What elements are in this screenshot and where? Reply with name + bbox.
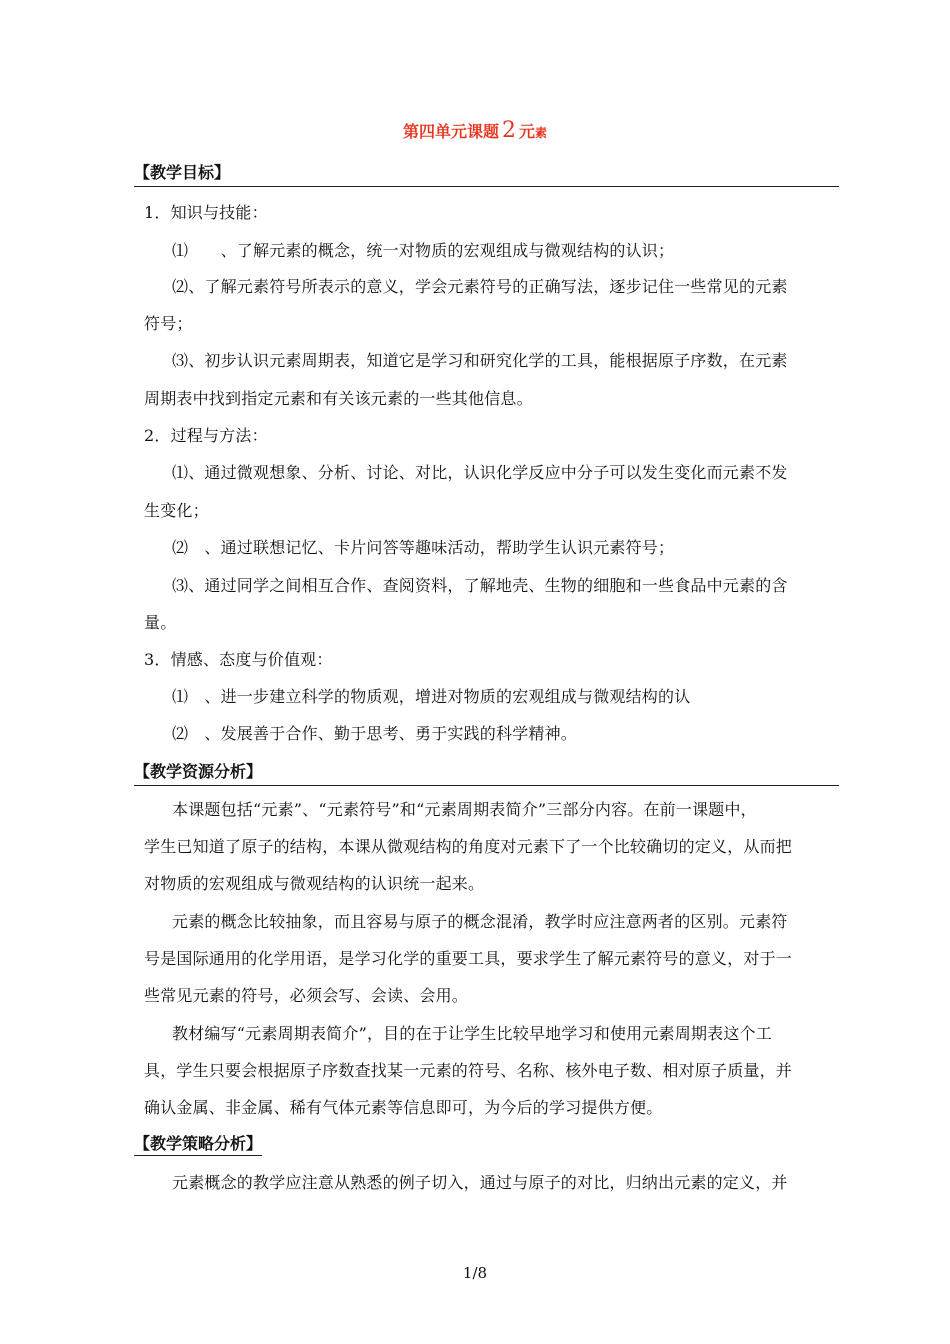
resources-p1-line1: 本课题包括“元素”、“元素符号”和“元素周期表简介”三部分内容。在前一课题中， — [172, 800, 757, 819]
goal-2-heading: 2．过程与方法： — [144, 426, 268, 445]
goal-3-2: ⑵ 、发展善于合作、勤于思考、勇于实践的科学精神。 — [172, 724, 578, 743]
title-prefix: 第四单元课题 — [402, 122, 499, 141]
title-number: 2 — [501, 118, 516, 143]
resources-p3-line2: 具，学生只要会根据原子序数查找某一元素的符号、名称、核外电子数、相对原子质量，并 — [144, 1061, 793, 1080]
goal-2-2: ⑵ 、通过联想记忆、卡片问答等趣味活动，帮助学生认识元素符号； — [172, 538, 675, 557]
resources-p2-line1: 元素的概念比较抽象，而且容易与原子的概念混淆，教学时应注意两者的区别。元素符 — [172, 912, 788, 931]
section-heading-resources: 【教学资源分析】 — [134, 759, 839, 786]
goal-1-3-line1: ⑶、初步认识元素周期表，知道它是学习和研究化学的工具，能根据原子序数，在元素 — [172, 351, 788, 370]
goal-1-3-line2: 周期表中找到指定元素和有关该元素的一些其他信息。 — [144, 389, 533, 408]
goal-2-3-line1: ⑶、通过同学之间相互合作、查阅资料，了解地壳、生物的细胞和一些食品中元素的含 — [172, 576, 788, 595]
section-heading-goals: 【教学目标】 — [134, 160, 839, 187]
resources-p2-line3: 些常见元素的符号，必须会写、会读、会用。 — [144, 986, 469, 1005]
resources-p3-line3: 确认金属、非金属、稀有气体元素等信息即可，为今后的学习提供方便。 — [144, 1098, 663, 1117]
document-title — [0, 118, 950, 143]
goal-1-heading: 1．知识与技能： — [144, 203, 268, 222]
goal-3-heading: 3．情感、态度与价值观： — [144, 650, 333, 669]
goal-1-2-line1: ⑵、了解元素符号所表示的意义，学会元素符号的正确写法，逐步记住一些常见的元素 — [172, 277, 788, 296]
goal-2-1-line2: 生变化； — [144, 501, 209, 520]
goal-2-1-line1: ⑴、通过微观想象、分析、讨论、对比，认识化学反应中分子可以发生变化而元素不发 — [172, 463, 788, 482]
title-suffix: 元 — [518, 122, 535, 141]
title-small: 素 — [535, 126, 548, 140]
section-heading-strategy-text: 【教学策略分析】 — [134, 1134, 262, 1156]
resources-p3-line1: 教材编写“元素周期表简介”，目的在于让学生比较早地学习和使用元素周期表这个工 — [172, 1024, 772, 1043]
resources-p1-line2: 学生已知道了原子的结构，本课从微观结构的角度对元素下了一个比较确切的定义，从而把 — [144, 837, 793, 856]
resources-p1-line3: 对物质的宏观组成与微观结构的认识统一起来。 — [144, 874, 485, 893]
goal-2-3-line2: 量。 — [144, 613, 177, 632]
goal-1-2-line2: 符号； — [144, 314, 193, 333]
goal-3-1: ⑴ 、进一步建立科学的物质观，增进对物质的宏观组成与微观结构的认 — [172, 687, 691, 706]
strategy-p1-line1: 元素概念的教学应注意从熟悉的例子切入，通过与原子的对比，归纳出元素的定义，并 — [172, 1173, 788, 1192]
section-heading-strategy — [134, 1131, 839, 1154]
goal-1-1: ⑴ 、了解元素的概念，统一对物质的宏观组成与微观结构的认识； — [172, 241, 675, 260]
page-number: 1/8 — [462, 1264, 488, 1282]
resources-p2-line2: 号是国际通用的化学用语，是学习化学的重要工具，要求学生了解元素符号的意义，对于一 — [144, 949, 793, 968]
